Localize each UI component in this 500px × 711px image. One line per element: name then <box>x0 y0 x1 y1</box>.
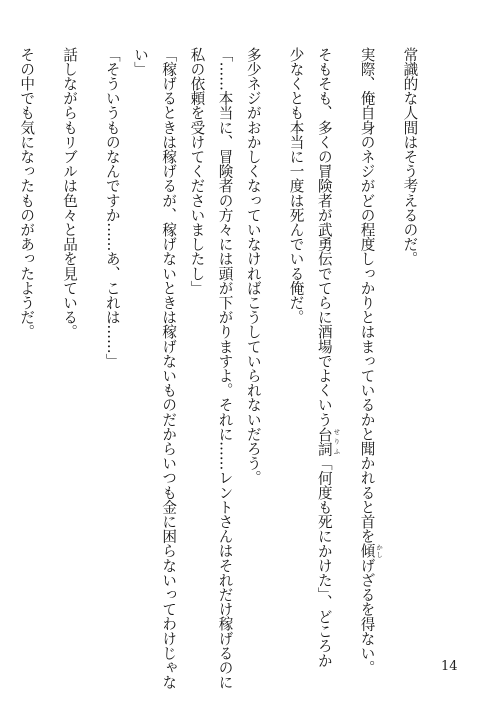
text-line: 多少ネジがおかしくなっていなければこうしていられないだろう。 <box>244 47 262 485</box>
ruby-reading: かし <box>375 543 384 558</box>
text-run: 実際、俺自身のネジがどの程度しっかりとはまっているかと聞かれると首を <box>358 47 376 544</box>
text-line <box>0 47 12 607</box>
vertical-text-body <box>18 47 438 690</box>
ruby-reading: せりふ <box>332 426 341 456</box>
page-number: 14 <box>441 659 458 674</box>
text-line: 「稼げるときは稼げるが、稼げないときは稼げないものだからいつも金に困らないってわけじゃな <box>160 47 178 690</box>
ruby-word <box>358 543 384 559</box>
text-line: 「……本当に、冒険者の方々には頭が下がりますよ。それに……レントさんはそれだけ稼げるのに <box>216 47 234 690</box>
text-line <box>352 47 395 675</box>
ruby-word <box>315 426 341 456</box>
text-line: 常識的な人間はそう考えるのだ。 <box>401 47 419 266</box>
ruby-base: 台詞 <box>315 426 333 456</box>
text-run: 「何度も死にかけた」、どころか <box>315 455 333 668</box>
text-run: げざるを得ない。 <box>358 558 376 675</box>
text-line: 少なくとも本当に一度は死んでいる俺だ。 <box>287 47 305 325</box>
text-line: 私の依頼を受けてくださいましたし」 <box>188 47 206 296</box>
text-line: 話しながらもリブルは色々と品を見ている。 <box>61 47 78 339</box>
text-line: 「そういうものなんですか……あ、これは……」 <box>103 47 121 369</box>
ruby-base: 傾 <box>358 543 376 559</box>
text-line: い」 <box>132 47 149 77</box>
text-line <box>310 47 353 668</box>
text-line: その中でも気になったものがあったようだ。 <box>18 47 36 339</box>
text-run: そもそも、多くの冒険者が武勇伝でてらに酒場でよくいう <box>315 47 333 427</box>
